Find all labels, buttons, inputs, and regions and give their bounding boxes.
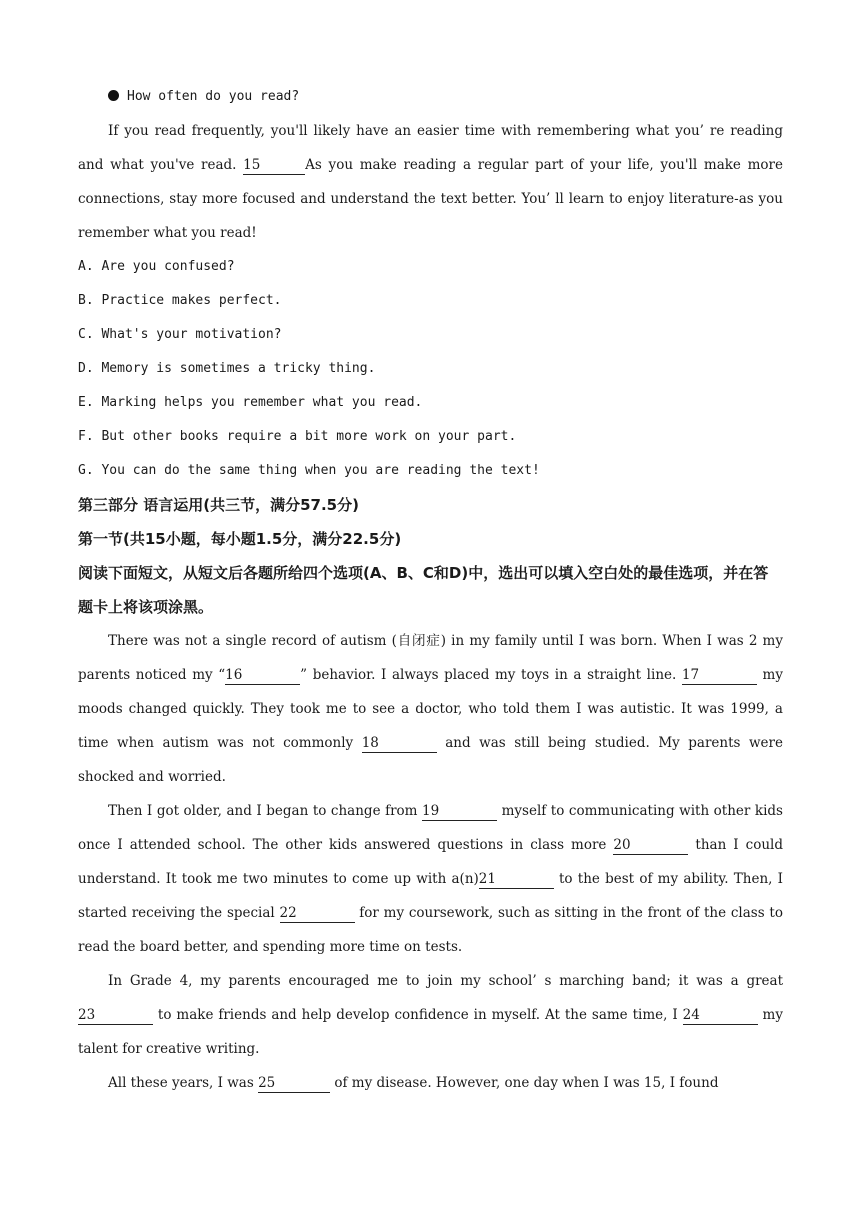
- option-f: F. But other books require a bit more work on your part.: [78, 429, 517, 444]
- blank-19: 19: [422, 802, 497, 821]
- blank-25: 25: [258, 1074, 330, 1093]
- question-heading: How often do you read?: [78, 80, 783, 114]
- cloze-paragraph-3: In Grade 4, my parents encouraged me to join my school’ s marching band; it was a great 23 to make friends and help develop confidence in myself. At the same time, I 24 my talent for creative writing.: [78, 973, 783, 1057]
- blank-20: 20: [613, 836, 688, 855]
- blank-22: 22: [280, 904, 355, 923]
- option-d: D. Memory is sometimes a tricky thing.: [78, 361, 376, 376]
- document-page: [78, 80, 783, 1100]
- option-a: A. Are you confused?: [78, 259, 235, 274]
- blank-24: 24: [683, 1006, 758, 1025]
- instructions: 阅读下面短文，从短文后各题所给四个选项(A、B、C和D)中，选出可以填入空白处的最佳选项，并在答题卡上将该项涂黑。: [78, 564, 769, 616]
- blank-18: 18: [362, 734, 437, 753]
- option-b: B. Practice makes perfect.: [78, 293, 282, 308]
- section1-title: 第一节(共15小题，每小题1.5分，满分22.5分): [78, 530, 402, 548]
- bullet-icon: [108, 90, 119, 101]
- paragraph-15: If you read frequently, you'll likely have an easier time with remembering what you’ re reading and what you've read. 15 As you make reading a regular part of your life, you'll make more connections, stay more focused and understand the text better. You’ ll learn to enjoy literature-as you remember what you read!: [78, 123, 783, 241]
- blank-15: 15: [243, 156, 305, 175]
- blank-16: 16: [225, 666, 300, 685]
- blank-23: 23: [78, 1006, 153, 1025]
- option-c: C. What's your motivation?: [78, 327, 282, 342]
- option-e: E. Marking helps you remember what you read.: [78, 395, 423, 410]
- cloze-paragraph-1: There was not a single record of autism (自闭症) in my family until I was born. When I was 2 my parents noticed my “16 ” behavior. I always placed my toys in a straight line. 17 my moods changed quickly. They took me to see a doctor, who told them I was autistic. It was 1999, a time when autism was not commonly 18 and was still being studied. My parents were shocked and worried.: [78, 633, 783, 785]
- cloze-paragraph-2: Then I got older, and I began to change from 19 myself to communicating with other kids once I attended school. The other kids answered questions in class more 20 than I could understand. It took me two minutes to come up with a(n)21 to the best of my ability. Then, I started receiving the special 22 for my coursework, such as sitting in the front of the class to read the board better, and spending more time on tests.: [78, 803, 783, 955]
- blank-17: 17: [682, 666, 757, 685]
- options-list: [78, 250, 783, 488]
- blank-21: 21: [479, 870, 554, 889]
- cloze-paragraph-4: All these years, I was 25 of my disease. However, one day when I was 15, I found: [108, 1075, 719, 1091]
- option-g: G. You can do the same thing when you are reading the text!: [78, 463, 540, 478]
- section3-title: 第三部分 语言运用(共三节，满分57.5分): [78, 496, 359, 514]
